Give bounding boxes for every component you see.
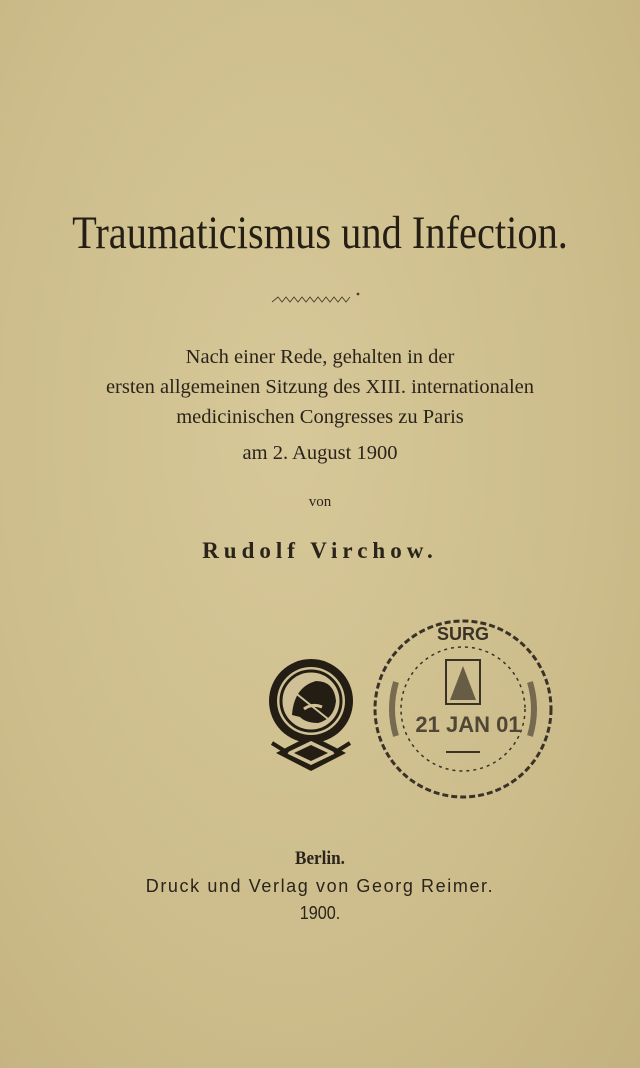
subtitle-line-3: medicinischen Congresses zu Paris xyxy=(176,406,464,428)
library-stamp xyxy=(366,612,560,806)
stamp-date-text: 21 JAN 01 xyxy=(415,712,521,737)
stamp-top-text: SURG xyxy=(436,624,490,644)
ornament-divider xyxy=(270,290,370,310)
by-label: von xyxy=(308,494,332,510)
imprint-city: Berlin. xyxy=(295,848,345,869)
imprint-publisher: Druck und Verlag von Georg Reimer. xyxy=(145,876,495,896)
subtitle-line-1: Nach einer Rede, gehalten in der xyxy=(185,346,455,368)
subtitle-line-2: ersten allgemeinen Sitzung des XIII. internationalen xyxy=(105,376,535,398)
author-name: Rudolf Virchow. xyxy=(202,538,438,563)
imprint-year: 1900. xyxy=(299,903,341,923)
printer-device-icon xyxy=(258,657,364,775)
book-title: Traumaticismus und Infection. xyxy=(72,207,568,259)
subtitle-date-line: am 2. August 1900 xyxy=(242,442,398,464)
